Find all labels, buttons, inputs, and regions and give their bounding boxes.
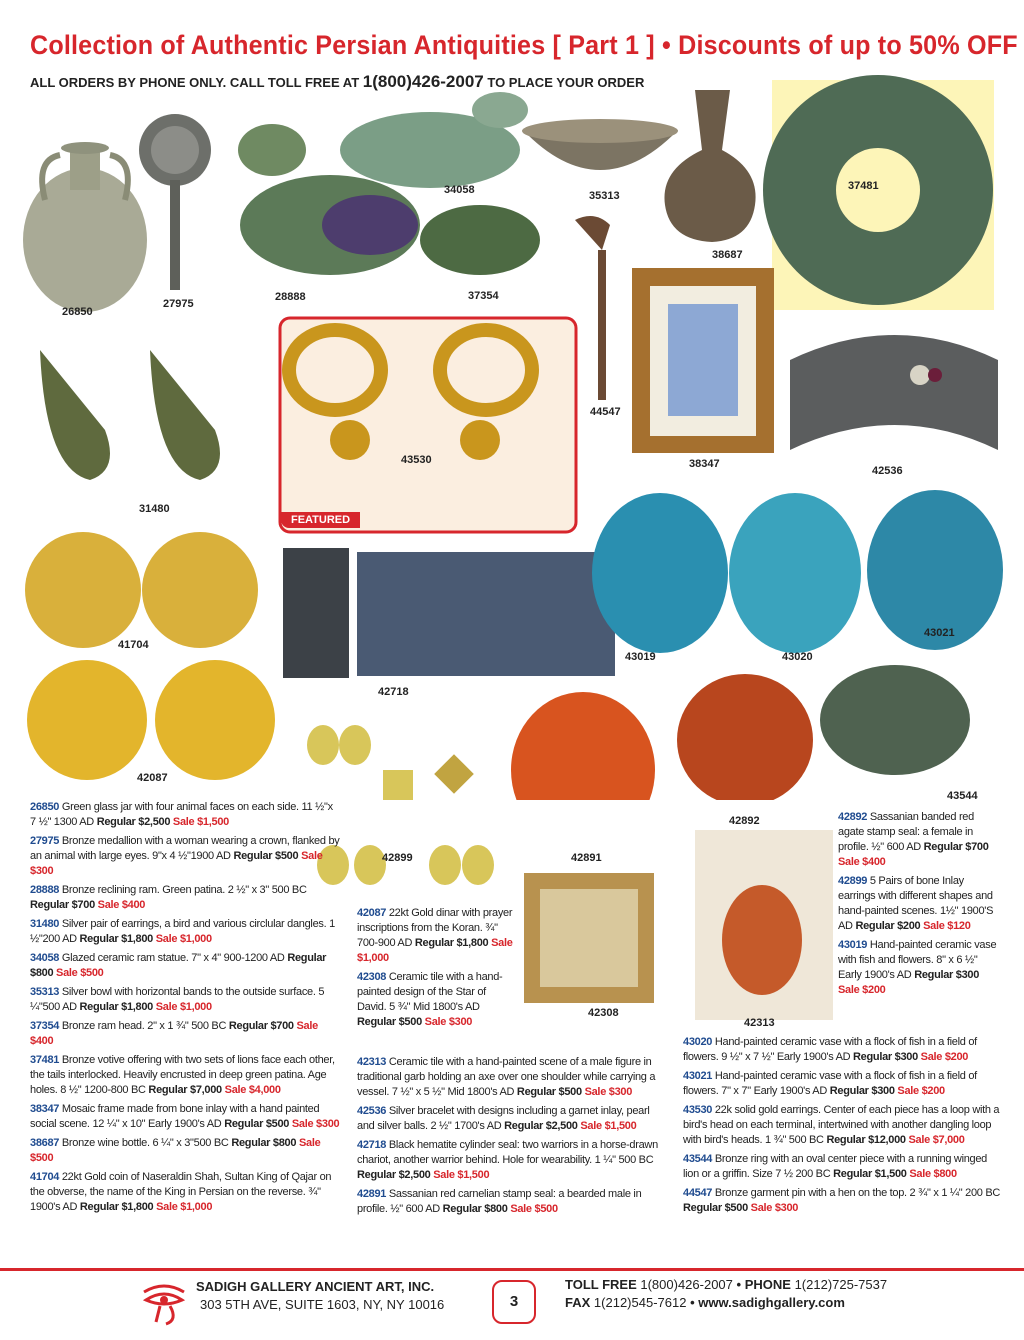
silver-earrings-image	[40, 350, 220, 480]
product-entry: 34058 Glazed ceramic ram statue. 7" x 4" 900-1200 AD Regular $800 Sale $500	[30, 952, 327, 979]
label-31480: 31480	[139, 503, 170, 515]
carnelian-seal-image	[511, 692, 655, 800]
phone-line	[565, 1277, 887, 1292]
fax-label: FAX	[565, 1295, 591, 1310]
product-entry: 27975 Bronze medallion with a woman wearing a crown, flanked by an animal with large eyes. 9"x 4 ½"1900 AD Regular $500 Sale $300	[30, 835, 340, 877]
votive-offering-image	[763, 75, 994, 310]
product-entry: 26850 Green glass jar with four animal faces on each side. 11 ½"x 7 ½" 1300 AD Regular $2,500 Sale $1,500	[30, 801, 333, 828]
label-38687: 38687	[712, 249, 743, 261]
footer-rule	[0, 1268, 1024, 1271]
product-entry: 43544 Bronze ring with an oval center piece with a running winged lion or a griffin. Size 7 ½ 200 BC Regular $1,500 Sale $800	[683, 1153, 987, 1180]
vase-43019-image	[592, 493, 728, 653]
agate-seal-image	[677, 674, 813, 800]
company-name: SADIGH GALLERY ANCIENT ART, INC.	[196, 1279, 435, 1294]
product-entry: 42308 Ceramic tile with a hand-painted design of the Star of David. 5 ¾" Mid 1800's AD Regular $500 Sale $300	[357, 971, 503, 1028]
product-entry: 38347 Mosaic frame made from bone inlay with a hand painted social scene. 12 ¼" x 10" Early 1900's AD Regular $500 Sale $300	[30, 1103, 340, 1130]
vase-43021-image	[867, 490, 1003, 650]
label-42899: 42899	[382, 852, 413, 864]
label-43021: 43021	[924, 627, 955, 639]
label-27975: 27975	[163, 298, 194, 310]
label-34058: 34058	[444, 184, 475, 196]
mosaic-frame-image	[632, 268, 774, 453]
product-entry: 35313 Silver bowl with horizontal bands to the outside surface. 5 ¼"500 AD Regular $1,800 Sale $1,000	[30, 986, 325, 1013]
product-entry: 42892 Sassanian banded red agate stamp seal: a female in profile. ½" 600 AD Regular $700 Sale $400	[838, 811, 989, 868]
bronze-medallion-image	[139, 114, 211, 290]
garment-pin-image	[575, 216, 610, 400]
label-43020: 43020	[782, 651, 813, 663]
product-entry: 28888 Bronze reclining ram. Green patina. 2 ½" x 3" 500 BC Regular $700 Sale $400	[30, 884, 307, 911]
label-42718: 42718	[378, 686, 409, 698]
product-entry: 43021 Hand-painted ceramic vase with a flock of fish in a field of flowers. 7" x 7" Early 1900's AD Regular $300 Sale $200	[683, 1070, 977, 1097]
page-title: Collection of Authentic Persian Antiquities [ Part 1 ] • Discounts of up to 50% OFF	[30, 30, 1018, 60]
cylinder-seal-image	[283, 548, 615, 678]
label-26850: 26850	[62, 306, 93, 318]
product-entry: 42536 Silver bracelet with designs including a garnet inlay, pearl and silver balls. 2 ½" 1700's AD Regular $2,500 Sale $1,500	[357, 1105, 650, 1132]
male-figure-tile-image	[695, 830, 833, 1020]
page-number: 3	[492, 1280, 536, 1324]
wine-bottle-image	[664, 90, 755, 242]
product-entry: 42891 Sassanian red carnelian stamp seal: a bearded male in profile. ½" 600 AD Regular $800 Sale $500	[357, 1188, 642, 1215]
product-entry: 44547 Bronze garment pin with a hen on the top. 2 ¾" x 1 ¼" 200 BC Regular $500 Sale $300	[683, 1187, 1001, 1214]
phone-number: 1(212)725-7537	[794, 1277, 888, 1292]
bone-earrings-image	[307, 725, 474, 800]
description-column-1	[30, 800, 340, 1219]
toll-free-number: 1(800)426-2007	[640, 1277, 733, 1292]
label-42087: 42087	[137, 772, 168, 784]
product-entry: 41704 22kt Gold coin of Naseraldin Shah, Sultan King of Qajar on the obverse, the name of the King in Persian on the reverse. ¾" 1900's AD Regular $1,800 Sale $1,000	[30, 1171, 332, 1213]
product-entry: 37481 Bronze votive offering with two sets of lions face each other, the tails interlocked. Heavily encrusted in deep green patina. Age holes. 8 ½" 1200-800 BC Regular $7,000 Sale $4,000	[30, 1054, 335, 1096]
ram-head-image	[420, 205, 540, 275]
product-entry: 42718 Black hematite cylinder seal: two warriors in a horse-drawn chariot, another warrior behind. Hole for wearability. 1 ¼" 500 BC Regular $2,500 Sale $1,500	[357, 1139, 658, 1181]
phone-label: PHONE	[744, 1277, 791, 1292]
product-entry: 31480 Silver pair of earrings, a bird and various circlular dangles. 1 ½"200 AD Regular $1,800 Sale $1,000	[30, 918, 335, 945]
description-column-2a	[357, 906, 517, 1034]
label-38347: 38347	[689, 458, 720, 470]
label-42536: 42536	[872, 465, 903, 477]
fax-number: 1(212)545-7612	[593, 1295, 687, 1310]
order-suffix: TO PLACE YOUR ORDER	[487, 75, 645, 90]
glass-jar-image	[23, 142, 147, 312]
label-43019: 43019	[625, 651, 656, 663]
toll-free-label: TOLL FREE	[565, 1277, 637, 1292]
gold-dinar-image	[27, 660, 275, 780]
label-42313: 42313	[744, 1017, 775, 1029]
label-37354: 37354	[468, 290, 499, 302]
eye-of-horus-logo-icon	[140, 1278, 188, 1328]
bronze-ring-image	[820, 665, 970, 775]
product-entry: 43020 Hand-painted ceramic vase with a flock of fish in a field of flowers. 9 ½" x 7 ½" Early 1900's AD Regular $300 Sale $200	[683, 1036, 977, 1063]
label-37481: 37481	[848, 180, 879, 192]
star-of-david-tile-image	[524, 873, 654, 1003]
product-entry: 43530 22k solid gold earrings. Center of each piece has a loop with a bird's head on each terminal, intertwined with another dangling loop with bird's heads. 1 ¾" 500 BC Regular $12,000 Sale $7,000	[683, 1104, 1000, 1146]
company-address: 303 5TH AVE, SUITE 1603, NY, NY 10016	[200, 1297, 445, 1312]
label-42308: 42308	[588, 1007, 619, 1019]
bone-earrings-lower-image	[317, 845, 494, 885]
gold-coin-image	[25, 532, 258, 648]
label-28888: 28888	[275, 291, 306, 303]
label-43544: 43544	[947, 790, 978, 802]
product-entry: 37354 Bronze ram head. 2" x 1 ¾" 500 BC Regular $700 Sale $400	[30, 1020, 318, 1047]
bullet: •	[690, 1295, 695, 1310]
order-prefix: ALL ORDERS BY PHONE ONLY. CALL TOLL FREE AT	[30, 75, 360, 90]
silver-bracelet-image	[790, 335, 998, 450]
label-44547: 44547	[590, 406, 621, 418]
order-phone: 1(800)426-2007	[362, 72, 484, 91]
featured-badge: FEATURED	[281, 512, 360, 528]
product-entry: 42087 22kt Gold dinar with prayer inscriptions from the Koran. ¾" 700-900 AD Regular $1,800 Sale $1,000	[357, 907, 513, 964]
product-entry: 42313 Ceramic tile with a hand-painted scene of a male figure in traditional garb holding an axe over one shoulder while carrying a vessel. 7 ½" x 5 ½" Mid 1800's AD Regular $500 Sale $300	[357, 1056, 656, 1098]
product-entry: 38687 Bronze wine bottle. 6 ¼" x 3"500 BC Regular $800 Sale $500	[30, 1137, 321, 1164]
vase-43020-image	[729, 493, 861, 653]
label-35313: 35313	[589, 190, 620, 202]
label-42891: 42891	[571, 852, 602, 864]
description-column-2b	[357, 1055, 659, 1221]
silver-bowl-image	[522, 119, 678, 170]
label-43530: 43530	[401, 454, 432, 466]
description-column-3b	[683, 1035, 1003, 1220]
product-entry: 42899 5 Pairs of bone Inlay earrings with different shapes and hand-painted scenes. 1½" 1900'S AD Regular $200 Sale $120	[838, 875, 994, 932]
product-entry: 43019 Hand-painted ceramic vase with fish and flowers. 8" x 6 ½" Early 1900's AD Regular $300 Sale $200	[838, 939, 997, 996]
bullet: •	[736, 1277, 742, 1292]
website-link[interactable]: www.sadighgallery.com	[698, 1295, 845, 1310]
fax-line	[565, 1295, 845, 1310]
label-41704: 41704	[118, 639, 149, 651]
description-column-3a	[838, 810, 998, 1002]
label-42892: 42892	[729, 815, 760, 827]
glazed-ram-image	[340, 92, 528, 188]
